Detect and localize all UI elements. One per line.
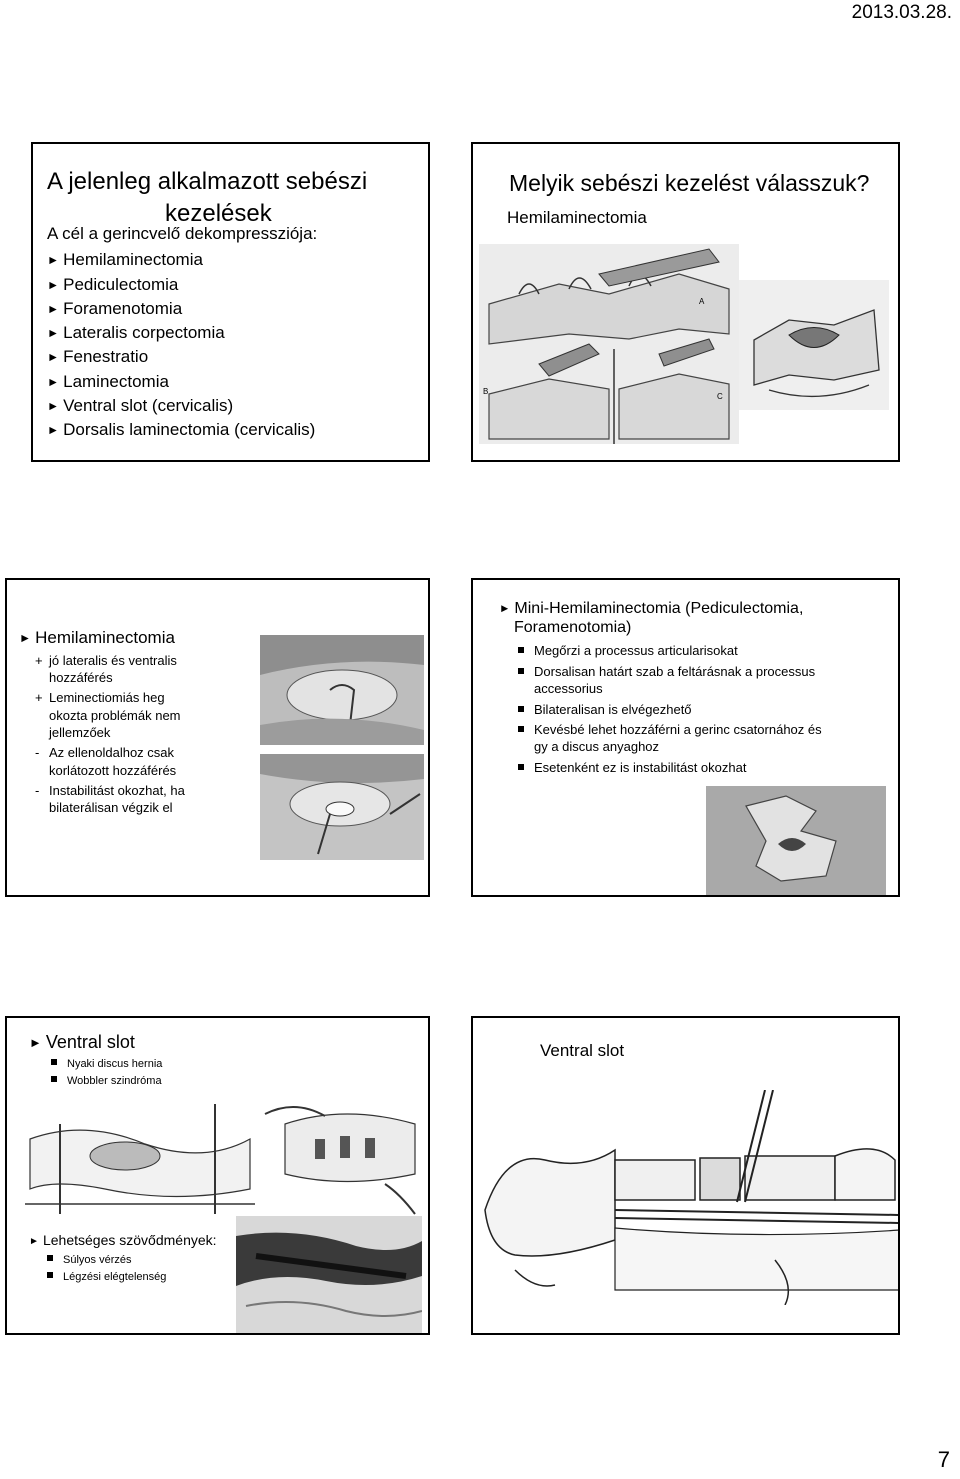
slide-5	[5, 1016, 430, 1335]
list-item-cont: accessorius	[534, 681, 603, 696]
list-item: ► Hemilaminectomia	[47, 250, 203, 270]
list-item: Nyaki discus hernia	[51, 1058, 162, 1070]
point-text: jellemzőek	[49, 725, 111, 740]
ventral-slot-illustration	[25, 1094, 255, 1216]
surgery-photo-bottom	[260, 754, 424, 860]
list-item: Légzési elégtelenség	[47, 1271, 166, 1283]
list-item: Bilateralisan is elvégezhető	[518, 702, 692, 717]
list-item-cont: gy a discus anyaghoz	[534, 739, 660, 754]
surgery-photo-top	[260, 635, 424, 745]
vertebra-model-photo	[706, 786, 886, 896]
point-text: Leminectiomiás heg	[49, 690, 165, 705]
page-number: 7	[937, 1447, 950, 1472]
point-text: Az ellenoldalhoz csak	[49, 745, 175, 760]
figure-label: C	[717, 392, 723, 401]
slide-3	[5, 578, 430, 897]
spine-surgery-illustration	[479, 244, 739, 444]
list-item: ► Pediculectomia	[47, 275, 178, 295]
ventral-slot-photo	[255, 1094, 423, 1216]
slide-heading: ► Mini-Hemilaminectomia (Pediculectomia,	[499, 600, 803, 618]
bullet-prefix: +	[35, 690, 43, 705]
figure-label: A	[699, 297, 705, 306]
slide-subtitle: Hemilaminectomia	[507, 208, 647, 227]
list-item: Súlyos vérzés	[47, 1254, 131, 1266]
print-date: 2013.03.28.	[851, 2, 952, 23]
bullet-prefix: +	[35, 653, 43, 668]
radiograph-image	[236, 1216, 422, 1335]
slide-4	[471, 578, 900, 897]
slide-title: Melyik sebészi kezelést válasszuk?	[509, 170, 870, 196]
slide-title: Ventral slot	[540, 1041, 625, 1060]
slide-heading: ► Ventral slot	[29, 1032, 135, 1053]
point-text: bilaterálisan végzik el	[49, 800, 173, 815]
complications-heading: ► Lehetséges szövődmények:	[29, 1232, 217, 1248]
bullet-prefix: -	[35, 745, 40, 760]
list-item: Kevésbé lehet hozzáférni a gerinc csatornához és	[518, 722, 822, 737]
list-item: ► Lateralis corpectomia	[47, 323, 225, 343]
point-text: Instabilitást okozhat, ha	[49, 783, 185, 798]
slide-heading: ► Hemilaminectomia	[19, 628, 175, 648]
list-item: Esetenként ez is instabilitást okozhat	[518, 760, 746, 775]
slide-subtitle: A cél a gerincvelő dekompressziója:	[47, 224, 318, 243]
slide-title-line2: kezelések	[165, 200, 272, 227]
point-text: hozzáférés	[49, 670, 113, 685]
list-item: Dorsalisan határt szab a feltárásnak a processus	[518, 664, 815, 679]
list-item: ► Laminectomia	[47, 372, 169, 392]
list-item: ► Foramenotomia	[47, 299, 182, 319]
bullet-prefix: -	[35, 783, 40, 798]
list-item: Wobbler szindróma	[51, 1075, 162, 1087]
point-text: korlátozott hozzáférés	[49, 763, 177, 778]
slide-title-line1: A jelenleg alkalmazott sebészi	[47, 168, 368, 195]
list-item: ► Fenestratio	[47, 347, 148, 367]
point-text: jó lateralis és ventralis	[49, 653, 177, 668]
slide-1	[31, 142, 430, 462]
list-item: ► Ventral slot (cervicalis)	[47, 396, 233, 416]
slide-2	[471, 142, 900, 462]
point-text: okozta problémák nem	[49, 708, 181, 723]
cervical-spine-drawing	[475, 1090, 900, 1305]
figure-label: B	[483, 387, 489, 396]
slide-6	[471, 1016, 900, 1335]
list-item: ► Dorsalis laminectomia (cervicalis)	[47, 420, 315, 440]
vertebra-illustration	[739, 280, 889, 410]
slide-heading: Foramenotomia)	[514, 619, 632, 636]
list-item: Megőrzi a processus articularisokat	[518, 643, 738, 658]
